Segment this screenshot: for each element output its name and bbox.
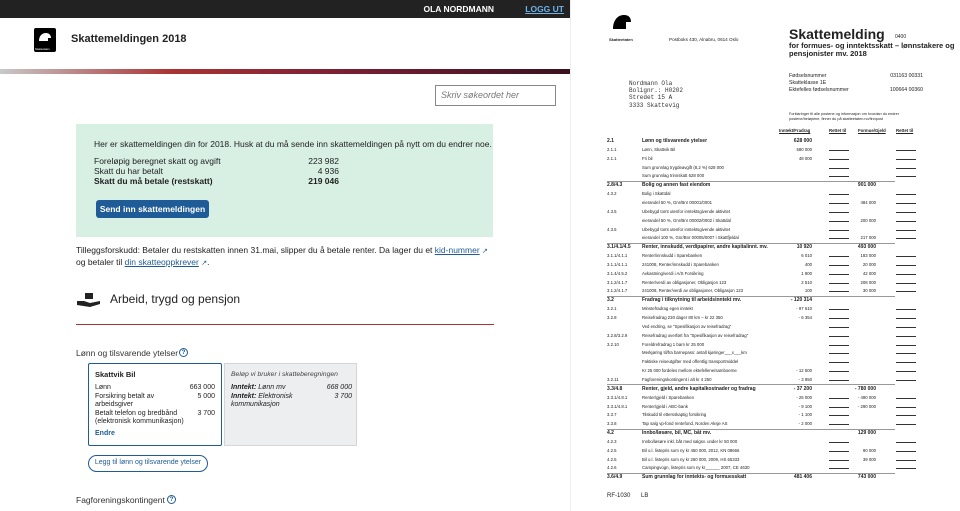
doc-row xyxy=(607,288,951,295)
row-code: 4.2 xyxy=(607,430,614,437)
correction-line[interactable] xyxy=(896,262,916,266)
card-row-label xyxy=(231,384,311,392)
correction-line[interactable] xyxy=(829,306,849,310)
doc-row xyxy=(607,448,951,455)
recipient-line: Nordmann Ola xyxy=(629,80,673,87)
row-code: 4.3.5 xyxy=(607,226,617,232)
search-input[interactable]: Skriv søkeordet her xyxy=(435,85,556,106)
external-link-icon: ↗ xyxy=(482,248,488,255)
doc-row xyxy=(607,333,951,340)
row-code: 3.2.8 xyxy=(607,315,617,320)
row-description: Fagforeningskontingent i alt kr 4 250 xyxy=(642,376,712,382)
doc-row xyxy=(607,235,951,242)
row-wealth-value: 42 000 xyxy=(862,270,876,276)
row-income-value: 6 010 xyxy=(801,253,812,259)
row-income-value: 1 900 xyxy=(801,270,812,276)
row-code: 3.3.8 xyxy=(607,421,617,427)
row-description: 241008, Renter/verdi av obligasjoner, Obligasjon 123 xyxy=(642,288,744,294)
external-link-icon: ↗ xyxy=(201,260,208,267)
recipient-line: 3333 Skattevig xyxy=(629,101,680,109)
card-row-label: Lønn xyxy=(95,384,111,391)
row-code: 2.8/4.3 xyxy=(607,182,623,189)
doc-row xyxy=(607,156,951,163)
add-salary-button[interactable]: Legg til lønn og tilsvarende ytelser xyxy=(88,455,208,472)
row-description: Fri bil xyxy=(642,155,653,161)
row-description: eierandel 50 %, Gnr/Bnr 00002/0002 i Skattdal xyxy=(642,217,731,223)
info-text: Her er skattemeldingen din for 2018. Husk at du må sende inn skattemeldingen på nytt om du endrer noe. xyxy=(94,139,492,149)
correction-line[interactable] xyxy=(829,359,849,363)
tax-row-label: Skatt du har betalt xyxy=(94,166,163,176)
kid-number-link[interactable]: kid-nummer xyxy=(434,245,480,255)
correction-line[interactable] xyxy=(896,173,916,177)
row-code: 3.1.4/4.5.2 xyxy=(607,270,628,276)
row-wealth-value: - 290 000 xyxy=(857,403,876,409)
correction-line[interactable] xyxy=(896,156,916,160)
row-income-value: 48 000 xyxy=(798,155,812,161)
row-code: 3.1.2/4.1.7 xyxy=(607,288,628,294)
row-description: Sum grunnlag for inntekts- og formuesskatt xyxy=(642,474,747,481)
correction-line[interactable] xyxy=(829,253,849,257)
correction-line[interactable] xyxy=(896,457,916,461)
row-description: Fradrag i tilknytning til arbeidsinntekt mv. xyxy=(642,297,742,304)
doc-row xyxy=(607,218,951,225)
row-description: Renter/gjeld i Sparebanken xyxy=(642,394,695,400)
card-row-label xyxy=(231,393,317,409)
tax-document-pane xyxy=(570,0,960,511)
row-code: 3.3.1/4.8.1 xyxy=(607,403,628,409)
row-description: Lønn og tilsvarende ytelser xyxy=(642,138,708,144)
row-code: 4.2.5 xyxy=(607,447,617,453)
correction-line[interactable] xyxy=(896,342,916,346)
row-income-value: - 2 000 xyxy=(798,421,812,427)
correction-line[interactable] xyxy=(829,395,849,399)
label-text: Lønn mv xyxy=(256,384,286,391)
tax-row-value: 219 046 xyxy=(308,176,339,186)
row-code: 3.2.1 xyxy=(607,306,617,312)
additional-payment-paragraph xyxy=(76,245,496,269)
doc-row xyxy=(607,342,951,349)
row-description: Renter, gjeld, andre kapitalkostnader og fradrag xyxy=(642,385,756,392)
tax-collector-link[interactable]: din skatteoppkrever xyxy=(124,257,199,267)
row-income-value: 10 920 xyxy=(796,244,812,251)
row-wealth-value: 200 000 xyxy=(860,217,876,223)
tax-row-label: Foreløpig beregnet skatt og avgift xyxy=(94,156,221,166)
row-description: eierandel 100 %, Gnr/Bnr 00005/0007 i Skattfjeldal xyxy=(642,235,739,241)
row-income-value: - 97 610 xyxy=(796,306,812,312)
doc-row xyxy=(607,191,951,198)
correction-line[interactable] xyxy=(829,465,849,469)
label-text: Elektronisk kommunikasjon xyxy=(231,393,293,408)
row-description: 241008, Renter/innskudd i Sparebanken xyxy=(642,261,719,267)
card-row-value: 3 700 xyxy=(197,410,215,417)
correction-line[interactable] xyxy=(896,306,916,310)
correction-line[interactable] xyxy=(896,253,916,257)
row-income-value: - 120 314 xyxy=(790,297,812,304)
row-income-value: - 6 354 xyxy=(798,315,812,320)
correction-line[interactable] xyxy=(829,200,849,204)
correction-line[interactable] xyxy=(896,359,916,363)
row-description: Kr 25 000 fordeles mellom ektefellene/samboerne xyxy=(642,368,737,374)
row-description: Tilskudd til ettersskaptig forsikring xyxy=(642,412,707,418)
tax-row-value: 4 936 xyxy=(317,166,339,176)
row-code: 3.2.11 xyxy=(607,376,619,382)
row-income-value: 100 xyxy=(804,288,812,294)
row-description: Foreldrefradrag 1 barn kr 25 000 xyxy=(642,341,705,347)
row-income-value: - 37 200 xyxy=(793,385,812,392)
doc-section-row xyxy=(607,297,951,304)
row-wealth-value: - 780 000 xyxy=(854,385,876,392)
col-header: Formue/Gjeld xyxy=(858,128,886,133)
correction-line[interactable] xyxy=(829,368,849,372)
row-description: Renter, innskudd, verdipapirer, andre kapitalinnt. mv. xyxy=(642,244,768,251)
meta-value: 031163 00331 xyxy=(890,73,923,79)
row-code: 4.3.5 xyxy=(607,208,617,214)
send-tax-return-button[interactable]: Send inn skattemeldingen xyxy=(96,200,209,218)
briefcase-hand-icon xyxy=(76,292,102,308)
row-wealth-value: 208 000 xyxy=(860,279,876,285)
row-income-value: - 9 100 xyxy=(798,403,812,409)
correction-line[interactable] xyxy=(896,439,916,443)
row-description: Tap salg vp-fond rentefond, Norden Aksje AS xyxy=(642,421,728,427)
top-bar xyxy=(0,0,570,18)
doc-row xyxy=(607,200,951,207)
row-description: Renter/verdi av obligasjoner, Obligasjon 123 xyxy=(642,279,727,285)
correction-line[interactable] xyxy=(829,191,849,195)
correction-line[interactable] xyxy=(896,280,916,284)
row-code: 4.3.2 xyxy=(607,191,617,197)
row-description: Minstefradrag egen inntekt xyxy=(642,306,693,312)
row-code: 4.2.3 xyxy=(607,438,617,444)
row-description: Merkjøring til/fra barnepass: antall kjøringer___x___km xyxy=(642,350,747,356)
doc-row xyxy=(607,368,951,375)
correction-line[interactable] xyxy=(896,227,916,231)
calc-card-title: Beløp vi bruker i skatteberegningen xyxy=(231,371,338,378)
recipient-line: Stredet 15 A xyxy=(629,94,673,102)
correction-line[interactable] xyxy=(896,235,916,239)
calculation-card xyxy=(224,363,357,446)
skatteetaten-logo[interactable] xyxy=(34,28,56,52)
doc-row xyxy=(607,253,951,260)
doc-row xyxy=(607,165,951,172)
doc-row xyxy=(607,359,951,366)
correction-line[interactable] xyxy=(829,288,849,292)
row-separator xyxy=(607,181,895,182)
row-description: Innbo/løsøre inkl. båt med salgsv. under kr 50 000 xyxy=(642,438,738,444)
correction-line[interactable] xyxy=(829,421,849,425)
row-description: Bil o.l. listepris som ny kr 260 000, 2009, HS 65333 xyxy=(642,456,740,462)
correction-line[interactable] xyxy=(829,235,849,239)
row-code: 3.2.10 xyxy=(607,341,619,347)
correction-line[interactable] xyxy=(829,333,849,337)
row-code: 3.2.8/3.2.9 xyxy=(607,332,628,338)
label-prefix: Inntekt: xyxy=(231,384,257,391)
correction-line[interactable] xyxy=(896,147,916,151)
doc-row xyxy=(607,173,951,180)
meta-label: Skatteklasse 1E xyxy=(789,80,827,86)
doc-section-row xyxy=(607,244,951,251)
row-description: Faktiske reiseutgifter med offentlig transportmiddel xyxy=(642,359,739,365)
doc-form-code: RF-1030 xyxy=(607,493,631,499)
doc-meta-row xyxy=(789,80,923,86)
doc-row xyxy=(607,315,951,322)
card-row-value: 668 000 xyxy=(326,384,352,391)
doc-row xyxy=(607,280,951,287)
row-code: 3.1/4.1/4.5 xyxy=(607,244,631,251)
card-row-value: 663 000 xyxy=(189,384,215,391)
correction-line[interactable] xyxy=(829,227,849,231)
para-text: . xyxy=(207,257,210,267)
section-heading: Arbeid, trygd og pensjon xyxy=(110,292,241,306)
row-income-value: 580 000 xyxy=(796,146,812,152)
correction-line[interactable] xyxy=(896,465,916,469)
page-title: Skattemeldingen 2018 xyxy=(71,33,187,45)
row-separator xyxy=(607,243,895,244)
correction-line[interactable] xyxy=(829,218,849,222)
recipient-address xyxy=(629,80,683,109)
doc-section-row xyxy=(607,182,951,189)
row-code: 2.1 xyxy=(607,138,614,144)
correction-line[interactable] xyxy=(829,457,849,461)
tax-row-label: Skatt du må betale (restskatt) xyxy=(94,176,213,186)
row-description: Reisefradrag overført fra "Spesifikasjon av reisefradrag" xyxy=(642,332,749,338)
help-icon[interactable]: ? xyxy=(167,495,176,504)
row-wealth-value: 183 000 xyxy=(860,253,876,259)
correction-line[interactable] xyxy=(896,315,916,319)
correction-line[interactable] xyxy=(829,165,849,169)
doc-row xyxy=(607,377,951,384)
row-code: 3.3.7 xyxy=(607,412,617,418)
row-code: 2.1.1 xyxy=(607,146,617,152)
doc-code: 0400 xyxy=(895,34,907,40)
correction-line[interactable] xyxy=(896,421,916,425)
doc-form-lb: LB xyxy=(641,493,649,499)
correction-line[interactable] xyxy=(896,209,916,213)
row-separator xyxy=(607,384,895,385)
tax-row-value: 223 982 xyxy=(308,156,339,166)
correction-line[interactable] xyxy=(829,147,849,151)
correction-line[interactable] xyxy=(896,324,916,328)
correction-line[interactable] xyxy=(896,218,916,222)
correction-line[interactable] xyxy=(829,173,849,177)
doc-title: Skattemelding xyxy=(789,26,885,42)
doc-row xyxy=(607,465,951,472)
correction-line[interactable] xyxy=(829,448,849,452)
row-description: Sum grunnlag trygdeavgift (8,2 %) 628 000 xyxy=(642,164,724,170)
subsection-label: Lønn og tilsvarende ytelser xyxy=(76,348,179,358)
row-income-value: 628 000 xyxy=(793,138,812,144)
correction-line[interactable] xyxy=(829,209,849,213)
row-code: 3.3/4.8 xyxy=(607,385,623,392)
row-income-value: 481 406 xyxy=(793,474,812,481)
correction-line[interactable] xyxy=(829,439,849,443)
logo-text: Skatteetaten xyxy=(35,48,50,51)
card-row-value: 5 000 xyxy=(197,393,215,400)
correction-line[interactable] xyxy=(829,342,849,346)
correction-line[interactable] xyxy=(896,333,916,337)
doc-address: Postboks 430, Alnabru, 0614 Oslo xyxy=(669,37,739,42)
correction-line[interactable] xyxy=(896,350,916,354)
correction-line[interactable] xyxy=(896,404,916,408)
summary-info-box xyxy=(76,124,493,237)
doc-row xyxy=(607,350,951,357)
doc-section-row xyxy=(607,474,951,481)
row-wealth-value: 484 000 xyxy=(860,199,876,205)
row-income-value: - 3 850 xyxy=(798,376,812,382)
correction-line[interactable] xyxy=(896,395,916,399)
row-description: Bolig og annen fast eiendom xyxy=(642,182,711,189)
row-income-value: - 1 100 xyxy=(798,412,812,418)
row-description: Ved endring, se "Spesifikasjon av reisefradrag" xyxy=(642,323,732,329)
doc-section-row xyxy=(607,138,951,145)
correction-line[interactable] xyxy=(896,412,916,416)
correction-line[interactable] xyxy=(896,271,916,275)
correction-line[interactable] xyxy=(829,324,849,328)
doc-row xyxy=(607,147,951,154)
doc-section-row xyxy=(607,430,951,437)
header-divider xyxy=(0,69,570,74)
row-wealth-value: 90 000 xyxy=(862,447,876,453)
row-separator xyxy=(607,473,895,474)
card-row-label: Betalt telefon og bredbånd (elektronisk kommunikasjon) xyxy=(95,410,184,425)
correction-line[interactable] xyxy=(829,377,849,381)
doc-meta-row xyxy=(789,87,923,93)
row-code: 4.2.6 xyxy=(607,465,617,471)
doc-row xyxy=(607,404,951,411)
doc-subtitle: for formues- og inntektsskatt – lønnstakere og pensjonister mv. 2018 xyxy=(789,41,955,58)
col-header: Inntekt/Fradrag xyxy=(779,128,811,133)
row-wealth-value: 39 000 xyxy=(862,456,876,462)
next-subsection-label: Fagforeningskontingent xyxy=(76,495,165,505)
row-income-value: - 25 000 xyxy=(796,394,812,400)
row-wealth-value: 20 000 xyxy=(862,261,876,267)
row-wealth-value: 901 000 xyxy=(857,182,876,189)
recipient-line: Bolignr.: H0202 xyxy=(629,87,684,95)
edit-link[interactable]: Endre xyxy=(95,430,115,437)
correction-line[interactable] xyxy=(829,350,849,354)
correction-line[interactable] xyxy=(829,404,849,408)
correction-line[interactable] xyxy=(829,156,849,160)
doc-row xyxy=(607,457,951,464)
row-description: Reisefradrag 230 dager 80 km – kr 22 350 xyxy=(642,315,723,320)
correction-line[interactable] xyxy=(896,368,916,372)
correction-line[interactable] xyxy=(896,191,916,195)
card-row-label: Forsikring betalt av arbeidsgiver xyxy=(95,393,155,408)
row-wealth-value: 30 000 xyxy=(862,288,876,294)
row-wealth-value: 217 000 xyxy=(860,235,876,241)
para-text: Tilleggsforskudd: Betaler du restskatten innen 31.mai, slipper du å betale renter. Da lager du et xyxy=(76,245,435,255)
card-row-value: 3 700 xyxy=(334,393,352,400)
meta-label: Ektefelles fødselsnummer xyxy=(789,87,849,93)
row-wealth-value: 493 000 xyxy=(857,244,876,251)
row-wealth-value: 129 000 xyxy=(857,430,876,437)
row-wealth-value: 743 000 xyxy=(857,474,876,481)
doc-row xyxy=(607,324,951,331)
row-description: Lønn, Skattvik Bil xyxy=(642,146,676,152)
row-code: 3.1.1/4.1.1 xyxy=(607,261,628,267)
row-description: Innbo/løsøre, bil, MC, båt mv. xyxy=(642,430,712,437)
col-header: Rettet til xyxy=(896,128,914,133)
user-name: OLA NORDMANN xyxy=(423,4,494,14)
row-code: 3.1.1/4.1.1 xyxy=(607,253,628,259)
correction-line[interactable] xyxy=(829,412,849,416)
row-wealth-value: - 490 000 xyxy=(857,394,876,400)
doc-row xyxy=(607,306,951,313)
correction-line[interactable] xyxy=(829,262,849,266)
row-description: Campingvogn, listepris som ny kr______ 2007, CE 4630 xyxy=(642,465,750,471)
row-description: Ubebygd tomt utenfor inntektsgivende aktivitet xyxy=(642,208,731,214)
doc-meta-row xyxy=(789,73,923,79)
employer-name: Skattvik Bil xyxy=(95,370,136,379)
doc-row xyxy=(607,262,951,269)
row-income-value: - 12 500 xyxy=(796,368,812,374)
row-description: eierandel 50 %, Gnr/Bnr 00001/0001 xyxy=(642,199,712,205)
row-code: 3.6/4.9 xyxy=(607,474,623,481)
row-separator xyxy=(607,296,895,297)
para-text: og betaler til xyxy=(76,257,125,267)
correction-line[interactable] xyxy=(896,165,916,169)
row-income-value: 2 510 xyxy=(801,279,812,285)
row-code: 3.2 xyxy=(607,297,614,304)
correction-line[interactable] xyxy=(829,315,849,319)
row-description: Bolig i Skattdal xyxy=(642,191,671,197)
correction-line[interactable] xyxy=(896,288,916,292)
doc-row xyxy=(607,271,951,278)
row-description: Renter/innskudd i Sparebanken xyxy=(642,253,703,259)
row-description: Avkastning/verdi i A/S Forsikring xyxy=(642,270,704,276)
doc-note: Forklaringer til alle postene og informasjon om hvordan du endrer postene/beløpene, finner du på skatteetaten.no/finnpost xyxy=(789,112,899,121)
row-description: Renter/gjeld i ABC-bank xyxy=(642,403,688,409)
row-description: Ubebygd tomt utenfor inntektsgivende aktivitet xyxy=(642,226,731,232)
correction-line[interactable] xyxy=(896,448,916,452)
logout-link[interactable]: LOGG UT xyxy=(525,4,564,14)
row-code: 3.3.1/4.8.1 xyxy=(607,394,628,400)
meta-label: Fødselsnummer xyxy=(789,73,827,79)
doc-row xyxy=(607,439,951,446)
correction-line[interactable] xyxy=(896,200,916,204)
correction-line[interactable] xyxy=(829,271,849,275)
row-code: 4.2.5 xyxy=(607,456,617,462)
doc-section-row xyxy=(607,386,951,393)
doc-row xyxy=(607,395,951,402)
row-description: Sum grunnlag trinnskatt 628 000 xyxy=(642,173,705,179)
row-income-value: 400 xyxy=(804,261,812,267)
help-icon[interactable]: ? xyxy=(179,348,188,357)
lion-icon xyxy=(37,31,53,43)
label-prefix: Inntekt: xyxy=(231,393,257,400)
doc-row xyxy=(607,412,951,419)
correction-line[interactable] xyxy=(896,377,916,381)
correction-line[interactable] xyxy=(829,280,849,284)
doc-logo-text: Skatteetaten xyxy=(609,37,633,42)
col-header: Rettet til xyxy=(829,128,847,133)
employer-card[interactable] xyxy=(88,363,222,446)
skatteetaten-logo-icon xyxy=(611,11,633,35)
doc-row xyxy=(607,421,951,428)
row-description: Bil o.l. listepris som ny kr 450 000, 2012, KN 08666 xyxy=(642,447,740,453)
doc-row xyxy=(607,209,951,216)
meta-value: 100664 00360 xyxy=(889,87,923,93)
section-divider xyxy=(76,324,494,325)
row-code: 3.1.2/4.1.7 xyxy=(607,279,628,285)
row-code: 2.1.1 xyxy=(607,155,617,161)
doc-row xyxy=(607,227,951,234)
